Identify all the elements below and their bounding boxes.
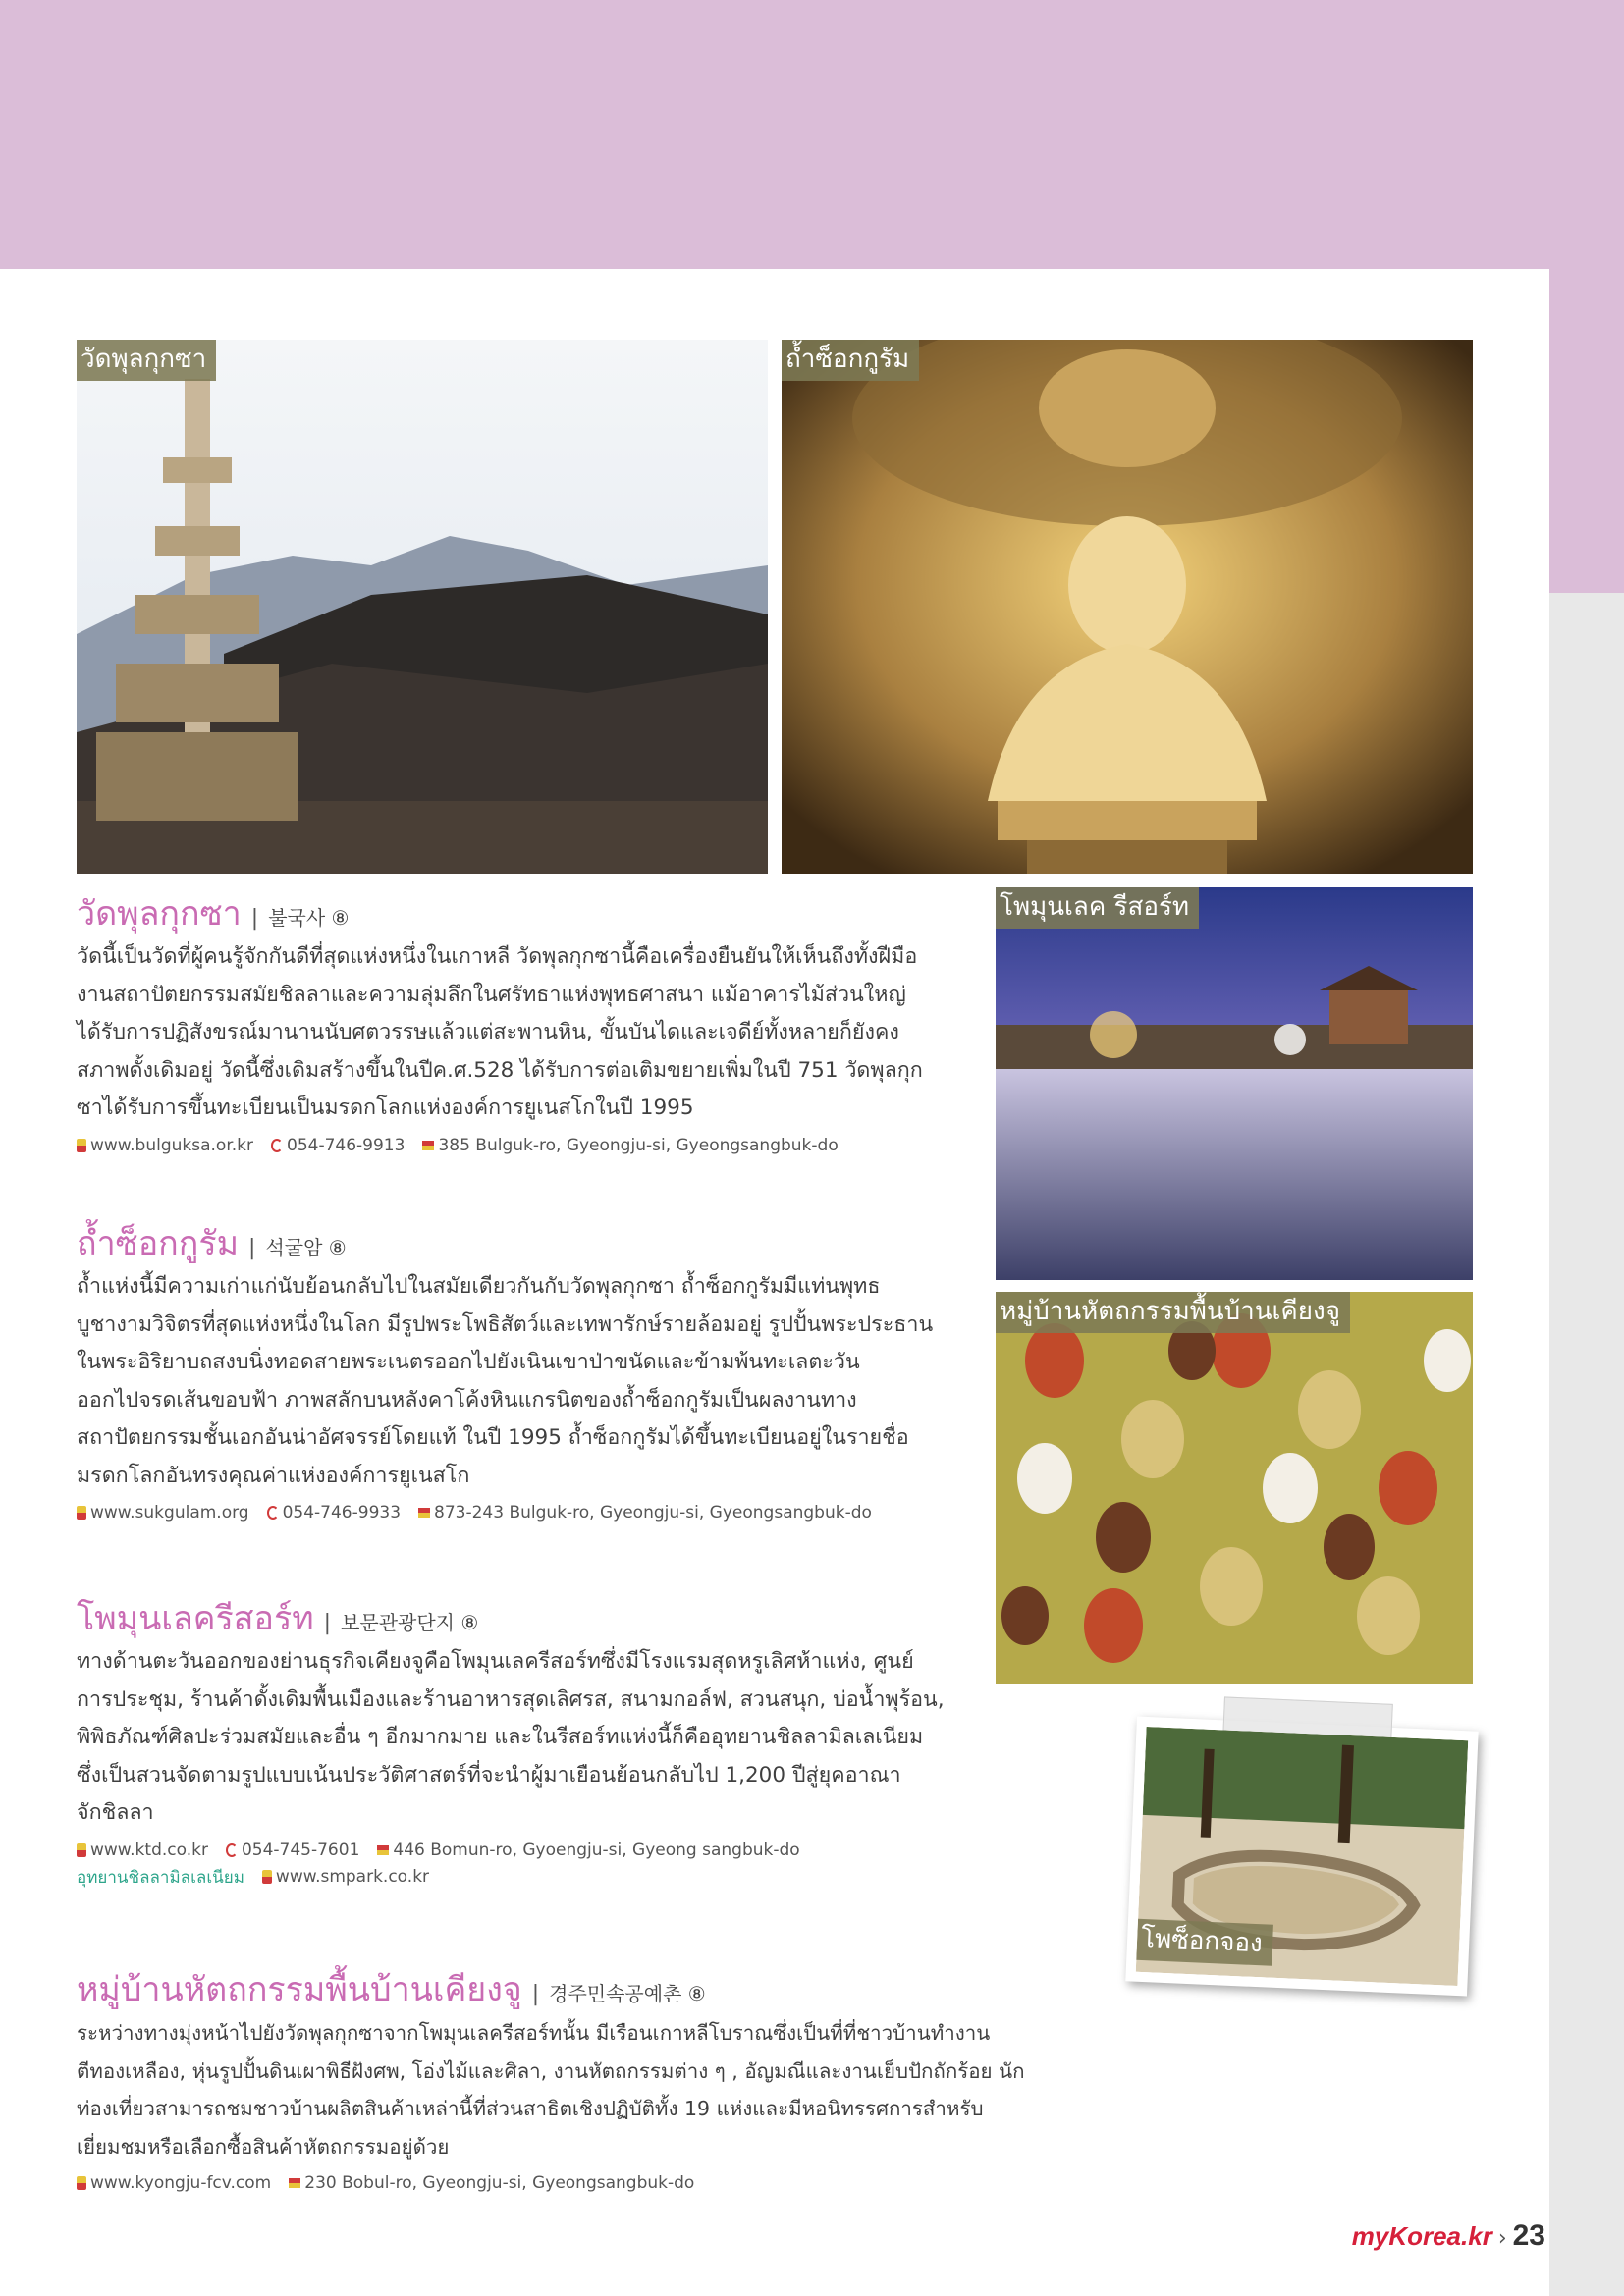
body-line: งานสถาปัตยกรรมสมัยชิลลาและความลุ่มลึกในศรัทธาแห่งพุทธศาสนา แม้อาคารไม้ส่วนใหญ่ [77,982,906,1007]
website-link[interactable]: www.sukgulam.org [90,1503,249,1522]
address-icon [418,1508,430,1518]
photo-label-bulguksa: วัดพุลกุกซา [77,340,216,381]
photo-poseokjeong-frame [1125,1717,1478,1997]
title-separator: | [323,1611,332,1635]
lake-pavilion-photo [996,887,1473,1280]
photo-bulguksa [77,340,768,874]
website-item[interactable] [77,1136,253,1155]
info-row [77,1136,947,1155]
address-item [289,2173,694,2193]
photo-folkvillage [996,1292,1473,1684]
phone-icon [271,1139,283,1152]
korean-name: 경주민속공예촌 ⑧ [549,1982,706,2005]
website-item[interactable] [77,1841,208,1860]
photo-seokguram [782,340,1473,874]
web-icon [77,1139,86,1152]
body-line: ทางด้านตะวันออกของย่านธุรกิจเคียงจูคือโพมุนเลครีสอร์ทซึ่งมีโรงแรมสุดหรูเลิศห้าแห่ง, ศูนย์ [77,1649,914,1674]
footer-brand [1352,2219,1545,2253]
photo-bomunlake [996,887,1473,1280]
body-line: ซาได้รับการขึ้นทะเบียนเป็นมรดกโลกแห่งองค์การยูเนสโกในปี 1995 [77,1095,694,1120]
section-title-row [77,1596,947,1641]
phone-number: 054-746-9933 [282,1503,402,1522]
section-title: วัดพุลกุกซา [77,894,242,934]
buddha-statue-photo [782,340,1473,874]
body-line: ตีทองเหลือง, หุ่นรูปปั้นดินเผาพิธีฝังศพ, โอ่งไม้และศิลา, งานหัตถกรรมต่าง ๆ , อัญมณีและงานเย็บปักถักร้อย นัก [77,2058,1025,2083]
body-line: สถาปัตยกรรมชั้นเอกอันน่าอัศจรรย์โดยแท้ ในปี 1995 ถ้ำซ็อกกูรัมได้ขึ้นทะเบียนอยู่ในรายชื่อ [77,1425,909,1450]
body-line: ได้รับการปฏิสังขรณ์มานานนับศตวรรษแล้วแต่สะพานหิน, ขั้นบันไดและเจดีย์ทั้งหลายก็ยังคง [77,1020,899,1044]
phone-item [271,1136,405,1155]
section-bulguksa [77,891,947,1155]
title-separator: | [531,1982,540,2006]
web-icon [77,2176,86,2190]
website-link[interactable]: www.ktd.co.kr [90,1840,208,1860]
address-text: 385 Bulguk-ro, Gyeongju-si, Gyeongsangbuk-do [438,1135,839,1155]
section-body [77,1643,947,1833]
photo-poseokjeong [1136,1727,1469,1986]
masks-photo [996,1292,1473,1684]
address-text: 230 Bobul-ro, Gyeongju-si, Gyeongsangbuk-do [304,2173,695,2193]
phone-item [267,1503,401,1522]
section-seokguram [77,1221,947,1522]
body-line: ออกไปจรดเส้นขอบฟ้า ภาพสลักบนหลังคาโค้งหินแกรนิตของถ้ำซ็อกกูรัมเป็นผลงานทาง [77,1387,857,1413]
body-line: ท่องเที่ยวสามารถชมชาวบ้านผลิตสินค้าเหล่านี้ที่ส่วนสาธิตเชิงปฏิบัติทั้ง 19 แห่งและมีหอนิทรรศการสำหรับ [77,2097,984,2120]
body-line: บูชางามวิจิตรที่สุดแห่งหนึ่งในโลก มีรูปพระโพธิสัตว์และเทพารักษ์รายล้อมอยู่ รูปปั้นพระประธาน [77,1311,934,1337]
body-line: การประชุม, ร้านค้าดั้งเดิมพื้นเมืองและร้านอาหารสุดเลิศรส, สนามกอล์ฟ, สวนสนุก, บ่อน้ำพุร้อน, [77,1686,945,1712]
title-separator: | [248,1236,256,1260]
section-title: หมู่บ้านหัตถกรรมพื้นบ้านเคียงจู [77,1970,522,2009]
section-body [77,1268,947,1495]
section-body [77,938,947,1128]
address-item [422,1136,838,1155]
page-number: 23 [1512,2219,1545,2252]
phone-item [226,1841,359,1860]
info-row [77,1503,947,1522]
section-title: ถ้ำซ็อกกูรัม [77,1224,240,1263]
body-line: ซึ่งเป็นสวนจัดตามรูปแบบเน้นประวัติศาสตร์ที่จะนำผู้มาเยือนย้อนกลับไป 1,200 ปีสู่ยุคอาณา [77,1762,901,1788]
body-line: พิพิธภัณฑ์ศิลปะร่วมสมัยและอื่น ๆ อีกมากมาย และในรีสอร์ทแห่งนี้ก็คืออุทยานชิลลามิลเลเนียม [77,1725,924,1749]
section-folkvillage [77,1967,1078,2193]
temple-pagoda-photo [77,340,768,874]
photo-label-poseokjeong: โพซ็อกจอง [1136,1919,1272,1966]
website-link[interactable]: www.kyongju-fcv.com [90,2173,272,2193]
web-icon [77,1506,86,1520]
korean-name: 석굴암 ⑧ [265,1236,347,1259]
info-row [77,2173,1078,2193]
website-item[interactable] [262,1867,429,1887]
phone-number: 054-746-9913 [287,1135,406,1155]
body-line: จักชิลลา [77,1800,154,1825]
section-title: โพมุนเลครีสอร์ท [77,1599,314,1638]
web-icon [77,1843,86,1857]
title-separator: | [250,906,259,931]
website-item[interactable] [77,2173,271,2193]
phone-icon [226,1843,238,1857]
korean-name: 보문관광단지 ⑧ [341,1611,479,1634]
body-line: ระหว่างทางมุ่งหน้าไปยังวัดพุลกุกซาจากโพมุนเลครีสอร์ทนั้น มีเรือนเกาหลีโบราณซึ่งเป็นที่ที่ชาวบ้านทำงาน [77,2021,991,2045]
address-text: 446 Bomun-ro, Gyoengju-si, Gyeong sangbuk-do [393,1840,800,1860]
korean-name: 불국사 ⑧ [268,906,350,930]
park-label: อุทยานชิลลามิลเลเนียม [77,1867,244,1888]
address-item [377,1841,799,1860]
address-icon [422,1141,434,1150]
photo-label-seokguram: ถ้ำซ็อกกูรัม [782,340,919,381]
address-item [418,1503,872,1522]
body-line: ถ้ำแห่งนี้มีความเก่าแก่นับย้อนกลับไปในสมัยเดียวกันกับวัดพุลกุกซา ถ้ำซ็อกกูรัมมีแท่นพุทธ [77,1274,881,1299]
website-item[interactable] [77,1503,249,1522]
body-line: มรดกโลกอันทรงคุณค่าแห่งองค์การยูเนสโก [77,1463,470,1488]
section-title-row [77,1221,947,1266]
body-line: วัดนี้เป็นวัดที่ผู้คนรู้จักกันดีที่สุดแห่งหนึ่งในเกาหลี วัดพุลกุกซานี้คือเครื่องยืนยันให้เห็นถึงทั้งฝีมือ [77,944,918,969]
web-icon [262,1870,272,1884]
body-line: เยี่ยมชมหรือเลือกซื้อสินค้าหัตถกรรมอยู่ด้วย [77,2134,450,2159]
section-title-row [77,1967,1078,2012]
body-line: ในพระอิริยาบถสงบนิ่งทอดสายพระเนตรออกไปยังเนินเขาป่าขนัดและข้ามพ้นทะเลตะวัน [77,1350,860,1374]
brand-logo[interactable]: myKorea.kr [1351,2221,1492,2251]
address-text: 873-243 Bulguk-ro, Gyeongju-si, Gyeongsangbuk-do [434,1503,872,1522]
chevron-right-icon: › [1497,2226,1507,2251]
section-title-row [77,891,947,936]
phone-number: 054-745-7601 [241,1840,360,1860]
photo-label-folkvillage: หมู่บ้านหัตถกรรมพื้นบ้านเคียงจู [996,1292,1350,1333]
section-body [77,2014,1078,2165]
website-link[interactable]: www.bulguksa.or.kr [90,1135,253,1155]
body-line: สภาพดั้งเดิมอยู่ วัดนี้ซึ่งเดิมสร้างขึ้นในปีค.ศ.528 ได้รับการต่อเติมขยายเพิ่มในปี 751 วัดพุลกุก [77,1057,923,1083]
side-gray-band [1549,593,1624,2296]
address-icon [377,1845,389,1855]
info-row [77,1841,947,1860]
side-color-band [1549,269,1624,593]
phone-icon [267,1506,279,1520]
photo-label-bomunlake: โพมุนเลค รีสอร์ท [996,887,1199,929]
section-bomunlake [77,1596,947,1891]
address-icon [289,2178,300,2188]
info-row-extra [77,1864,947,1891]
top-color-band [0,0,1624,269]
website-link[interactable]: www.smpark.co.kr [275,1867,430,1887]
